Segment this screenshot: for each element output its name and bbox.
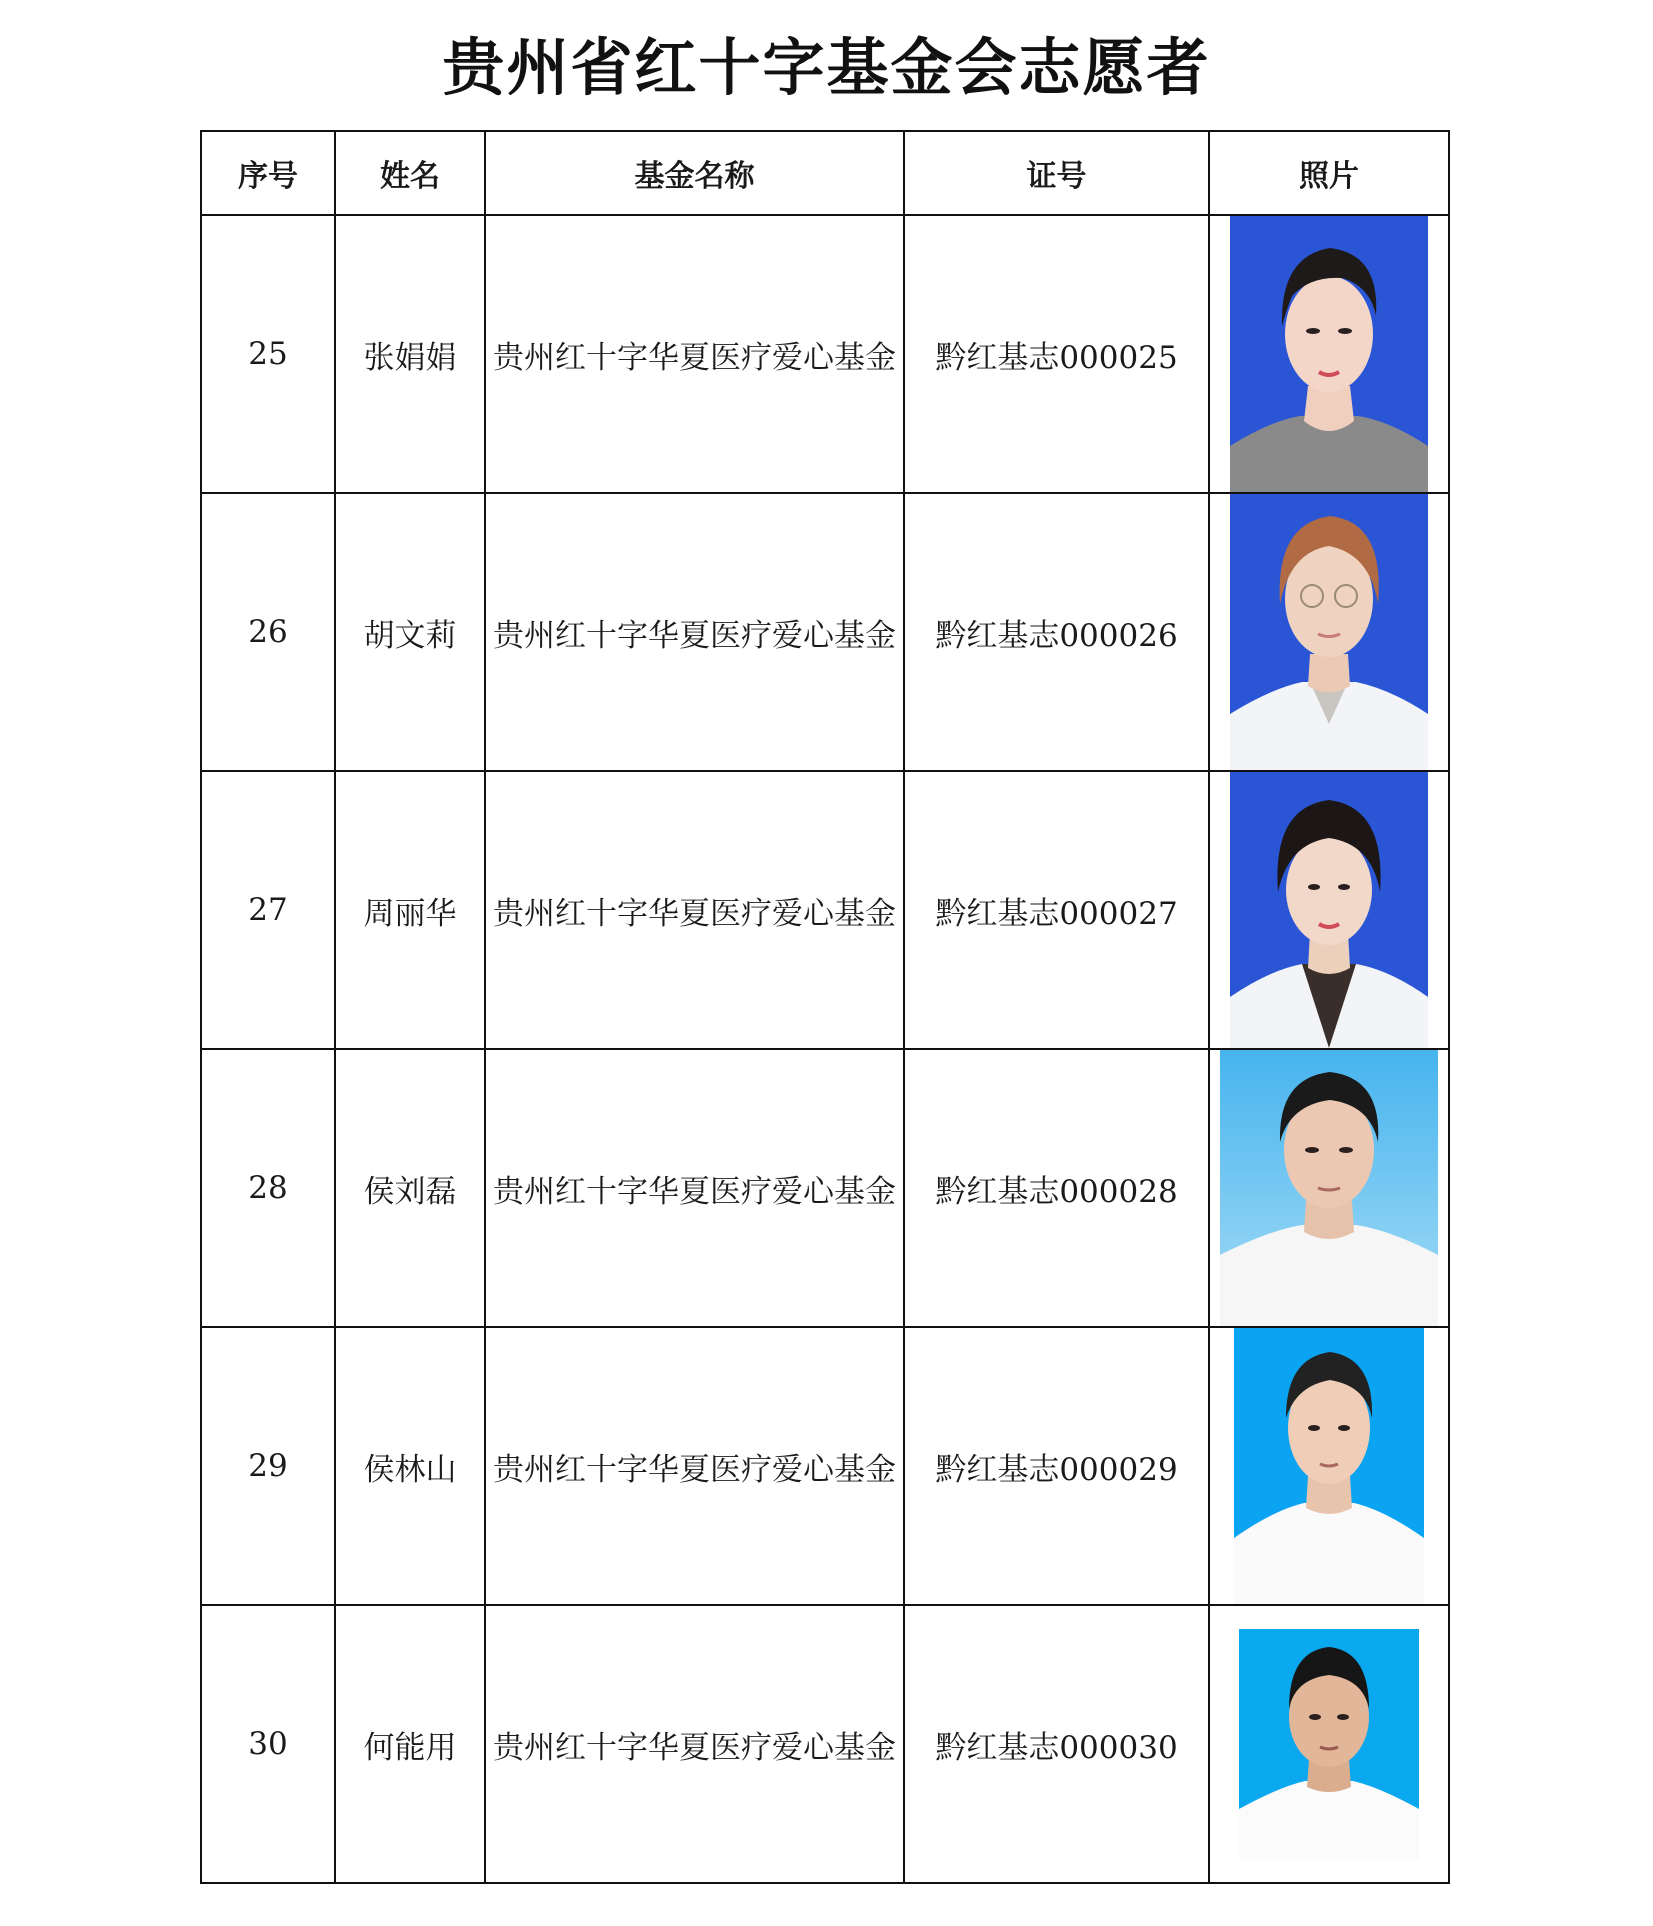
row-fund: 贵州红十字华夏医疗爱心基金 [485,493,904,771]
table-row [201,771,1449,1049]
row-fund: 贵州红十字华夏医疗爱心基金 [485,1605,904,1883]
portrait-photo [1230,494,1428,770]
row-seq: 28 [201,1049,335,1327]
header-name: 姓名 [335,131,485,215]
row-cert: 黔红基志000028 [904,1049,1209,1327]
row-seq: 27 [201,771,335,1049]
row-cert: 黔红基志000027 [904,771,1209,1049]
header-seq: 序号 [201,131,335,215]
table-header-row [201,131,1449,215]
portrait-photo [1230,216,1428,492]
portrait-photo [1239,1629,1419,1859]
row-seq: 29 [201,1327,335,1605]
row-cert: 黔红基志000026 [904,493,1209,771]
table-row [201,215,1449,493]
table-row [201,1605,1449,1883]
row-name: 侯林山 [335,1327,485,1605]
row-fund: 贵州红十字华夏医疗爱心基金 [485,1049,904,1327]
row-seq: 26 [201,493,335,771]
row-name: 何能用 [335,1605,485,1883]
row-name: 张娟娟 [335,215,485,493]
header-photo: 照片 [1209,131,1449,215]
table-row [201,1049,1449,1327]
table-row [201,493,1449,771]
row-cert: 黔红基志000029 [904,1327,1209,1605]
portrait-photo [1220,1050,1438,1326]
row-photo-cell [1209,771,1449,1049]
row-photo-cell [1209,1605,1449,1883]
row-photo-cell [1209,493,1449,771]
page-title: 贵州省红十字基金会志愿者 [442,31,1211,104]
header-fund: 基金名称 [485,131,904,215]
header-cert: 证号 [904,131,1209,215]
row-seq: 25 [201,215,335,493]
row-fund: 贵州红十字华夏医疗爱心基金 [485,1327,904,1605]
row-seq: 30 [201,1605,335,1883]
portrait-photo [1230,772,1428,1048]
table-row [201,1327,1449,1605]
row-name: 侯刘磊 [335,1049,485,1327]
row-fund: 贵州红十字华夏医疗爱心基金 [485,215,904,493]
row-cert: 黔红基志000025 [904,215,1209,493]
row-name: 周丽华 [335,771,485,1049]
volunteer-table [200,130,1450,1884]
row-photo-cell [1209,1049,1449,1327]
row-name: 胡文莉 [335,493,485,771]
row-fund: 贵州红十字华夏医疗爱心基金 [485,771,904,1049]
row-photo-cell [1209,1327,1449,1605]
row-photo-cell [1209,215,1449,493]
row-cert: 黔红基志000030 [904,1605,1209,1883]
portrait-photo [1234,1328,1424,1604]
